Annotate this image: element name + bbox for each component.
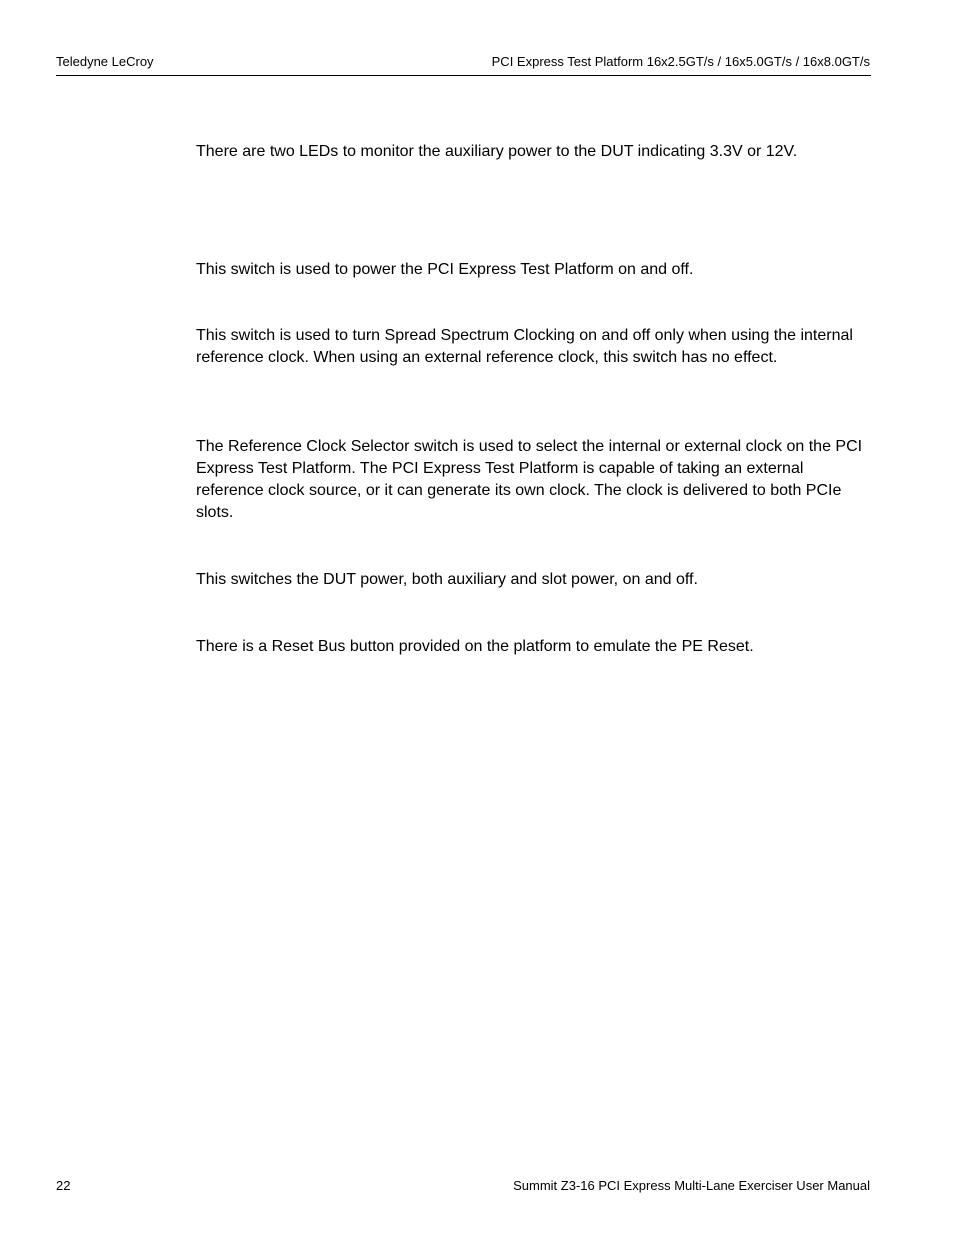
page-footer [56,1177,871,1197]
footer-manual-title: Summit Z3-16 PCI Express Multi-Lane Exerciser User Manual [513,1178,870,1193]
page-header [56,53,871,76]
paragraph-dut-power-switch: This switches the DUT power, both auxiliary and slot power, on and off. [196,571,698,588]
paragraph-reset-bus-button: There is a Reset Bus button provided on the platform to emulate the PE Reset. [196,638,754,655]
paragraph-ref-clock-selector: The Reference Clock Selector switch is used to select the internal or external clock on the PCI Express Test Platform. The PCI Express Test Platform is capable of taking an external reference clock source, or it can generate its own clock. The clock is delivered to both PCIe slots. [196,438,863,521]
paragraph-power-switch: This switch is used to power the PCI Express Test Platform on and off. [196,261,694,278]
header-product-title: PCI Express Test Platform 16x2.5GT/s / 16x5.0GT/s / 16x8.0GT/s [491,54,870,69]
page-number: 22 [56,1178,71,1193]
header-company: Teledyne LeCroy [56,54,154,69]
paragraph-ssc-switch: This switch is used to turn Spread Spectrum Clocking on and off only when using the internal reference clock. When using an external reference clock, this switch has no effect. [196,327,853,366]
paragraph-aux-power-leds: There are two LEDs to monitor the auxiliary power to the DUT indicating 3.3V or 12V. [196,143,798,160]
